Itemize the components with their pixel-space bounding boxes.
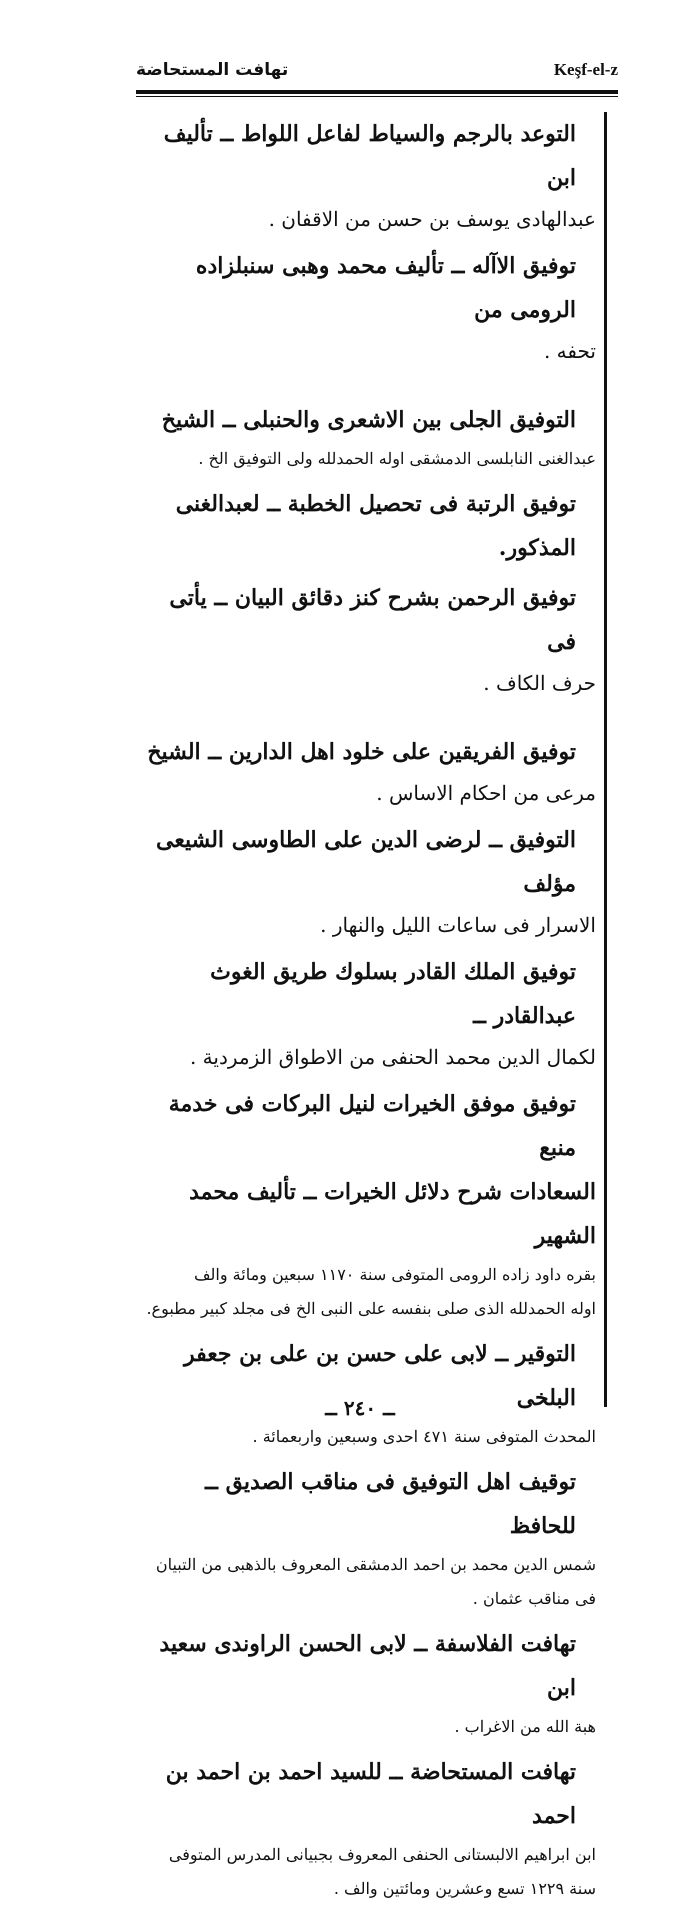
entry xyxy=(134,950,596,1076)
entry-line: شمس الدين محمد بن احمد الدمشقى المعروف بالذهبى من التبيان xyxy=(155,1555,596,1574)
entry xyxy=(134,1750,596,1906)
entry-line: عبدالهادى يوسف بن حسن من الاقفان . xyxy=(268,207,596,231)
entry xyxy=(134,818,596,944)
entry-heading: توفيق الاآله ــ تأليف محمد وهبى سنبلزاده الرومى من xyxy=(195,253,576,323)
entry-heading: توفيق الملك القادر بسلوك طريق الغوث عبدالقادر ــ xyxy=(210,959,576,1029)
entry-line: مرعى من احكام الاساس . xyxy=(376,781,596,805)
entry-heading: توفيق الرحمن بشرح كنز دقائق البيان ــ يأتى فى xyxy=(169,585,576,655)
entry xyxy=(134,1332,596,1454)
entry-line: حرف الكاف . xyxy=(483,671,596,695)
entry-heading: توفيق الرتبة فى تحصيل الخطبة ــ لعبدالغنى المذكور. xyxy=(175,491,576,561)
entry-heading: التوقير ــ لابى على حسن بن على بن جعفر البلخى xyxy=(184,1341,576,1411)
entry-line: سنة ١٢٢٩ تسع وعشرين ومائتين والف . xyxy=(333,1879,596,1898)
entry-line: ابن ابراهيم الالبستانى الحنفى المعروف بجبيانى المدرس المتوفى xyxy=(168,1845,596,1864)
entry xyxy=(134,112,596,238)
entry-heading: توفيق موفق الخيرات لنيل البركات فى خدمة منبع xyxy=(168,1091,576,1161)
entry xyxy=(134,1622,596,1744)
page-number: ــ ٢٤٠ ــ xyxy=(325,1396,395,1420)
entry xyxy=(134,244,596,370)
running-title-latin: Keşf-el-z xyxy=(553,60,618,79)
entry-line: الاسرار فى ساعات الليل والنهار . xyxy=(320,913,596,937)
header-rule xyxy=(136,90,618,94)
entry-heading: التوعد بالرجم والسياط لفاعل اللواط ــ تأليف ابن xyxy=(163,121,576,191)
entry-line: المحدث المتوفى سنة ٤٧١ احدى وسبعين واربعمائة . xyxy=(252,1427,596,1446)
entry xyxy=(134,398,596,476)
entry xyxy=(134,1460,596,1616)
entry xyxy=(134,1082,596,1326)
entry-heading: تهافت الفلاسفة ــ لابى الحسن الراوندى سعيد ابن xyxy=(159,1631,576,1701)
entry-heading: توفيق الفريقين على خلود اهل الدارين ــ الشيخ xyxy=(147,739,576,765)
entry-line: لكمال الدين محمد الحنفى من الاطواق الزمردية . xyxy=(189,1045,596,1069)
entry-line: اوله الحمدلله الذى صلى بنفسه على النبى الخ فى مجلد كبير مطبوع. xyxy=(146,1299,596,1318)
running-title-arabic: تهافت المستحاضة xyxy=(136,60,289,80)
entry xyxy=(134,730,596,812)
entry-line: تحفه . xyxy=(543,339,596,363)
header-rule-thin xyxy=(136,96,618,97)
entry-line: عبدالغنى النابلسى الدمشقى اوله الحمدلله ولى التوفيق الخ . xyxy=(198,449,596,468)
entries-column xyxy=(134,112,596,1912)
entry-heading: تهافت المستحاضة ــ للسيد احمد بن احمد بن احمد xyxy=(165,1759,576,1829)
entry-line: بقره داود زاده الرومى المتوفى سنة ١١٧٠ سبعين ومائة والف xyxy=(193,1265,596,1284)
entry-line: فى مناقب عثمان . xyxy=(472,1589,596,1608)
entry xyxy=(134,576,596,702)
margin-rule xyxy=(604,112,607,1407)
entry-heading: التوفيق الجلى بين الاشعرى والحنبلى ــ الشيخ xyxy=(161,407,576,433)
entry-heading: التوفيق ــ لرضى الدين على الطاوسى الشيعى مؤلف xyxy=(156,827,576,897)
entry-heading: توقيف اهل التوفيق فى مناقب الصديق ــ للحافظ xyxy=(205,1469,576,1539)
entry-line: هبة الله من الاغراب . xyxy=(454,1717,596,1736)
entry xyxy=(134,482,596,570)
entry-heading-cont: السعادات شرح دلائل الخيرات ــ تأليف محمد الشهير xyxy=(189,1179,596,1249)
